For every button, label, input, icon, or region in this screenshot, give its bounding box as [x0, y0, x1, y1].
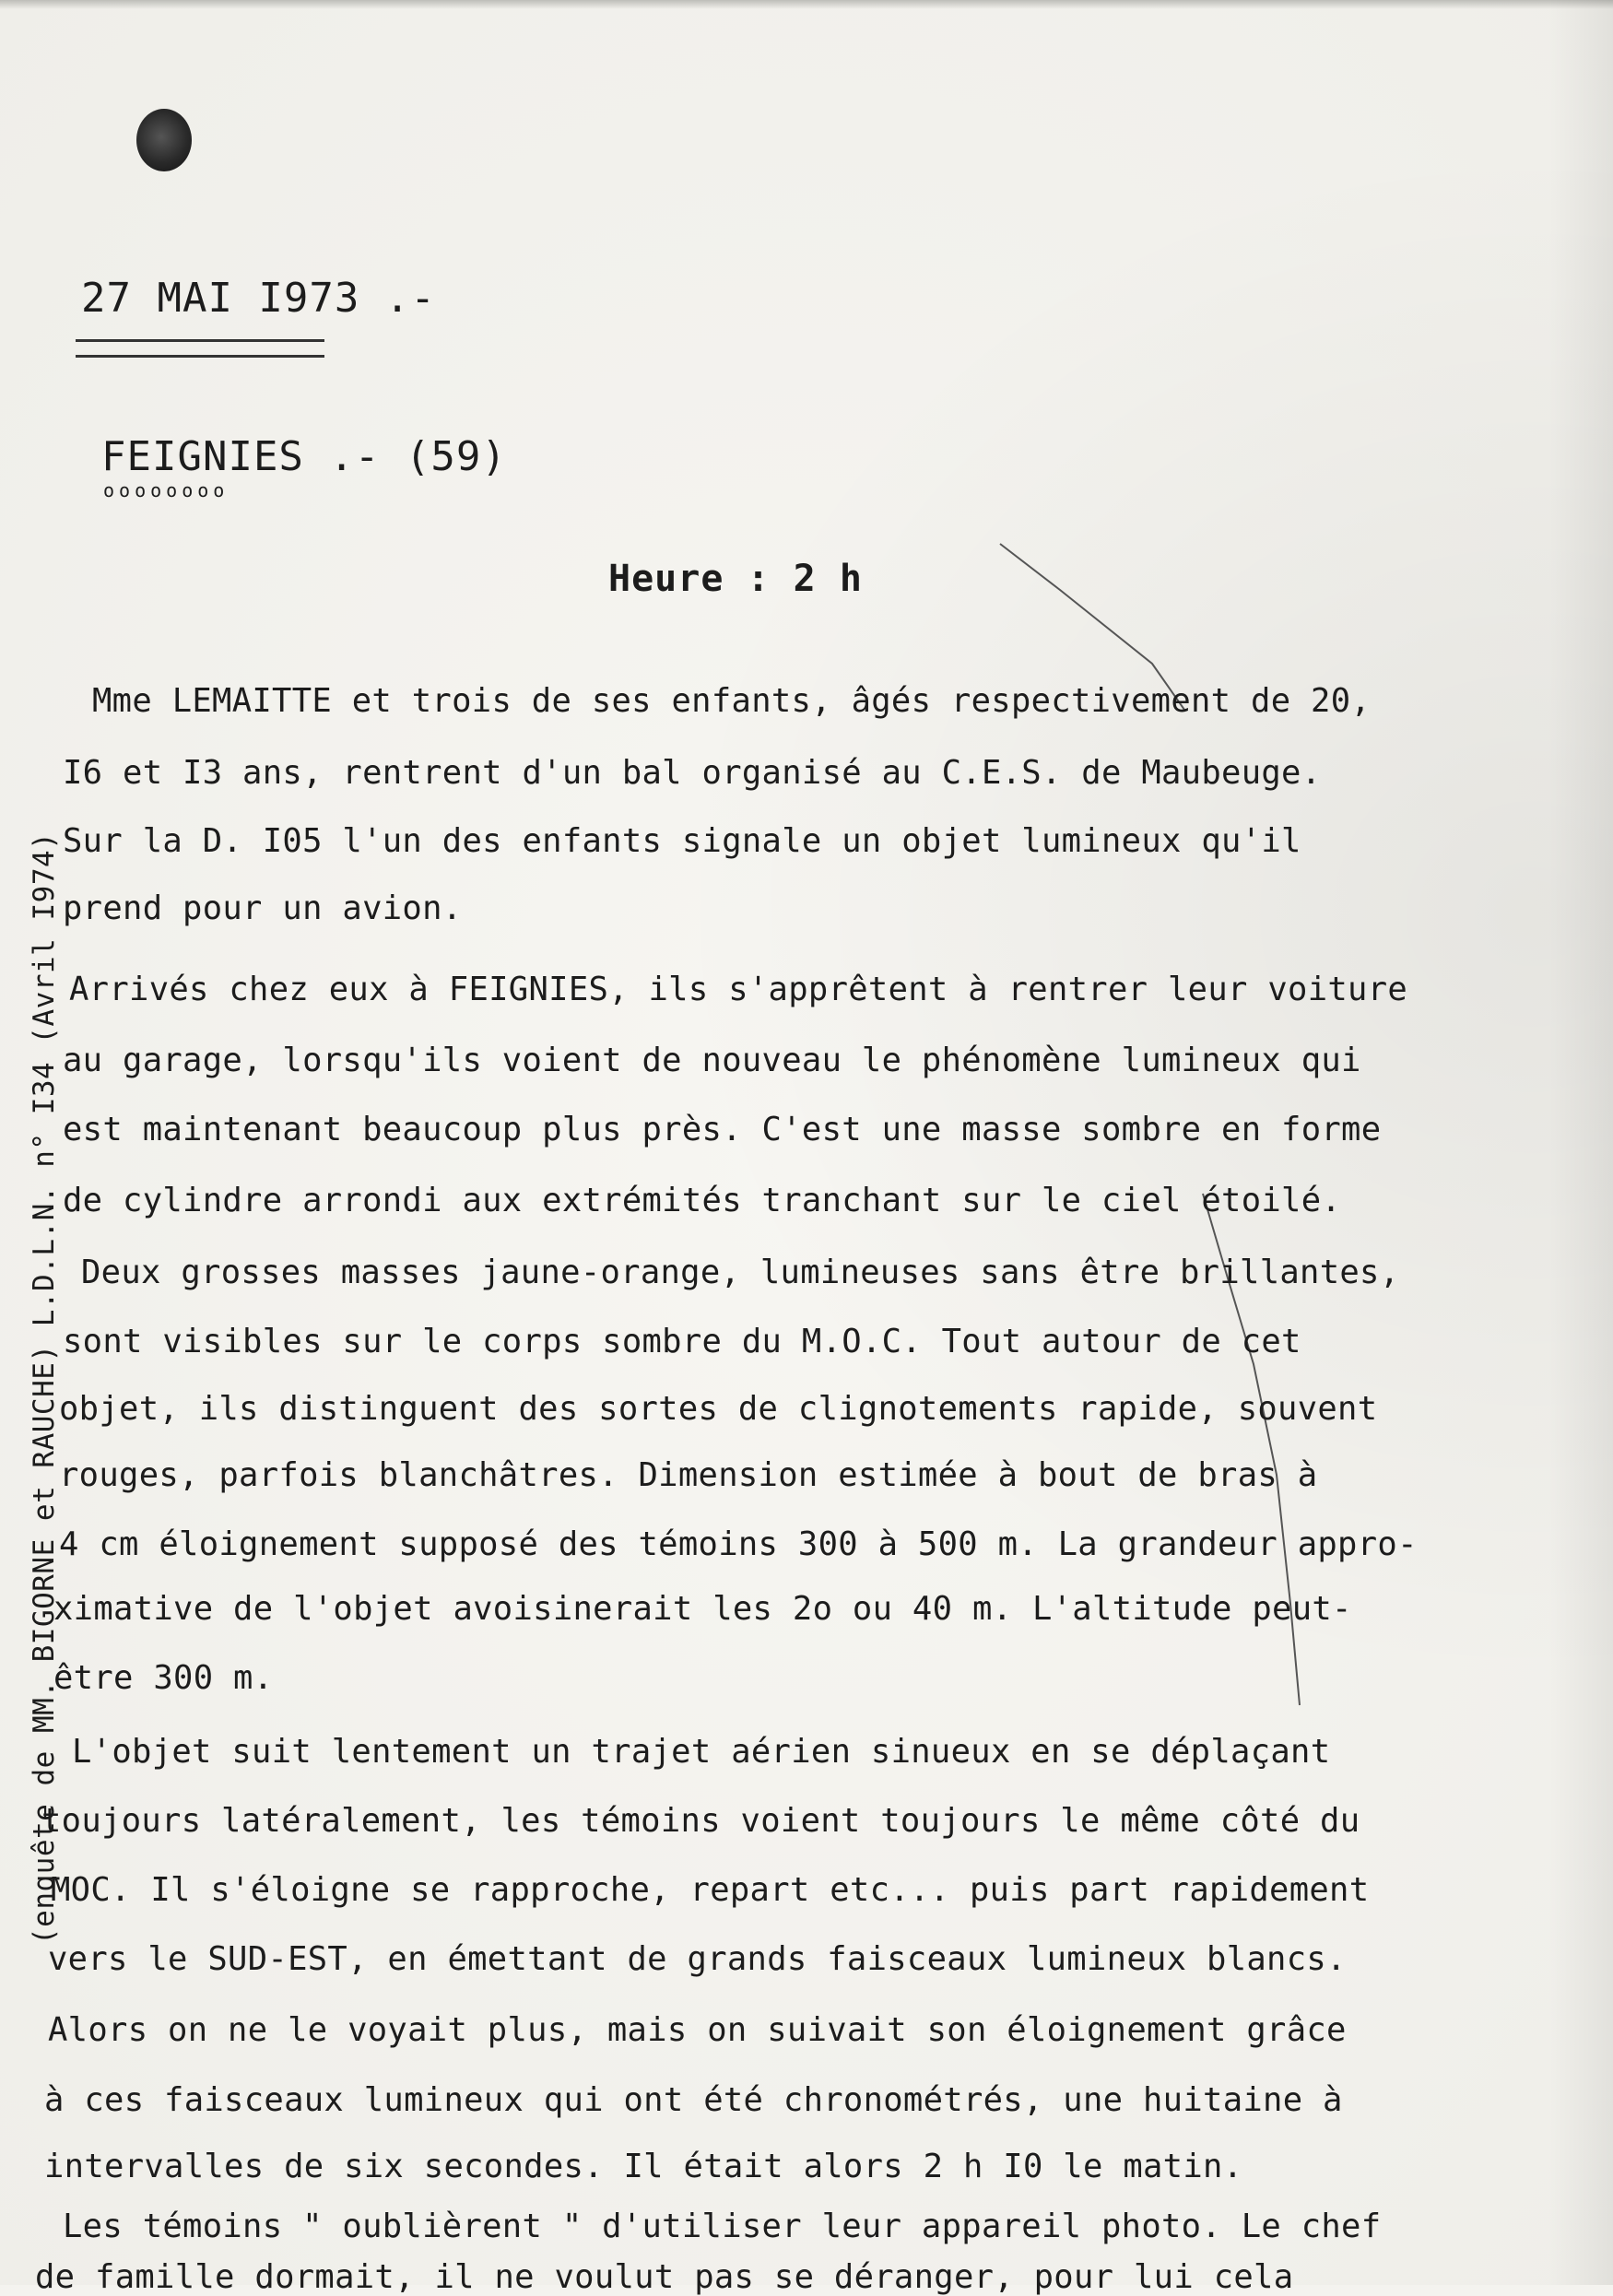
text-line: prend pour un avion.	[63, 889, 463, 927]
text-line: MOC. Il s'éloigne se rapproche, repart etc... puis part rapidement	[51, 1871, 1370, 1909]
margin-side-note: (enquête de MM. BIGORNE et RAUCHE) L.D.L.N. n° I34 (Avril I974)	[28, 831, 61, 1945]
text-line: objet, ils distinguent des sortes de clignotements rapide, souvent	[59, 1390, 1378, 1428]
text-line: Sur la D. I05 l'un des enfants signale un objet lumineux qu'il	[63, 822, 1301, 860]
text-line: 4 cm éloignement supposé des témoins 300 à 500 m. La grandeur appro-	[59, 1525, 1418, 1563]
text-line: toujours latéralement, les témoins voient toujours le même côté du	[41, 1802, 1360, 1840]
text-line: au garage, lorsqu'ils voient de nouveau le phénomène lumineux qui	[63, 1042, 1361, 1079]
text-line: Mme LEMAITTE et trois de ses enfants, âgés respectivement de 20,	[92, 682, 1372, 720]
document-date: 27 MAI I973 .-	[81, 275, 436, 322]
text-line: de cylindre arrondi aux extrémités tranchant sur le ciel étoilé.	[63, 1182, 1342, 1219]
text-line: Alors on ne le voyait plus, mais on suivait son éloignement grâce	[48, 2011, 1347, 2049]
document-hour: Heure : 2 h	[608, 558, 863, 600]
text-line: être 300 m.	[53, 1659, 274, 1697]
place-underline: oooooooo	[103, 479, 230, 501]
text-line: à ces faisceaux lumineux qui ont été chronométrés, une huitaine à	[44, 2081, 1343, 2119]
text-line: vers le SUD-EST, en émettant de grands faisceaux lumineux blancs.	[48, 1940, 1347, 1978]
text-line: Les témoins " oublièrent " d'utiliser leur appareil photo. Le chef	[63, 2208, 1382, 2245]
text-line: L'objet suit lentement un trajet aérien sinueux en se déplaçant	[72, 1733, 1331, 1771]
text-line: est maintenant beaucoup plus près. C'est une masse sombre en forme	[63, 1111, 1382, 1148]
text-line: ximative de l'objet avoisinerait les 2o ou 40 m. L'altitude peut-	[53, 1590, 1352, 1628]
text-line: I6 et I3 ans, rentrent d'un bal organisé au C.E.S. de Maubeuge.	[63, 754, 1322, 792]
text-line: intervalles de six secondes. Il était alors 2 h I0 le matin.	[44, 2148, 1243, 2185]
text-line: Deux grosses masses jaune-orange, lumineuses sans être brillantes,	[81, 1254, 1400, 1291]
text-line: sont visibles sur le corps sombre du M.O.C. Tout autour de cet	[63, 1323, 1301, 1360]
text-line: de famille dormait, il ne voulut pas se déranger, pour lui cela	[35, 2258, 1294, 2296]
document-place: FEIGNIES .- (59)	[101, 433, 507, 480]
text-line: Arrivés chez eux à FEIGNIES, ils s'apprêtent à rentrer leur voiture	[69, 971, 1408, 1008]
text-line: rouges, parfois blanchâtres. Dimension estimée à bout de bras à	[59, 1456, 1318, 1494]
